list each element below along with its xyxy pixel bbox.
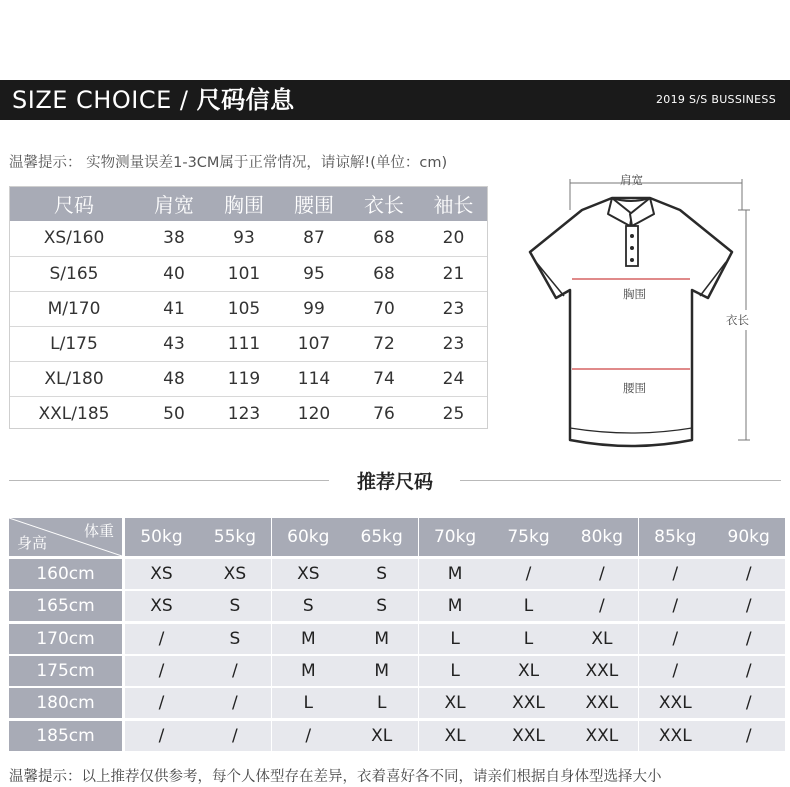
table-cell: 43 xyxy=(139,326,209,361)
table-cell: 21 xyxy=(419,256,488,291)
table-cell: 24 xyxy=(419,361,488,396)
table-cell: 76 xyxy=(373,403,395,424)
size-cell: S xyxy=(345,591,418,621)
size-cell: M xyxy=(272,624,345,654)
size-cell: L xyxy=(419,624,492,654)
diagonal-divider-icon xyxy=(9,518,122,556)
title-en: SIZE CHOICE / xyxy=(12,86,189,114)
size-cell: M xyxy=(419,591,492,621)
table-cell: XXL/185 xyxy=(38,403,110,424)
size-cell: L xyxy=(492,591,565,621)
table-row xyxy=(9,396,488,431)
table-cell: 95 xyxy=(279,256,349,291)
recommend-title: 推荐尺码 xyxy=(0,467,790,494)
header-bar xyxy=(0,80,790,120)
table-row xyxy=(9,326,488,361)
height-axis-label: 身高 xyxy=(17,534,48,552)
weight-header: 75kg xyxy=(492,518,565,556)
size-cell: S xyxy=(198,591,271,621)
weight-header: 50kg xyxy=(125,518,198,556)
table-cell: 101 xyxy=(209,256,279,291)
waist-label: 腰围 xyxy=(623,381,646,395)
table-cell: 72 xyxy=(349,326,419,361)
table-cell: S/165 xyxy=(9,256,139,291)
size-cell: XS xyxy=(125,559,198,589)
height-header: 180cm xyxy=(9,688,122,718)
size-cell: / xyxy=(198,656,271,686)
table-cell: 107 xyxy=(279,326,349,361)
size-cell: / xyxy=(125,688,198,718)
size-cell: XXL xyxy=(492,721,565,751)
table-row xyxy=(9,256,488,291)
shirt-measurement-diagram xyxy=(520,170,782,458)
size-cell: XL xyxy=(419,688,492,718)
table-cell: 87 xyxy=(279,221,349,256)
title-cn: 尺码信息 xyxy=(196,86,295,114)
size-cell: XL xyxy=(345,721,418,751)
size-cell: XL xyxy=(492,656,565,686)
size-table-header: 肩宽 xyxy=(139,186,209,221)
size-cell: XXL xyxy=(565,688,638,718)
size-table-header-row xyxy=(9,186,488,221)
height-header: 165cm xyxy=(9,591,122,621)
height-header: 170cm xyxy=(9,624,122,654)
table-cell: 41 xyxy=(139,291,209,326)
height-header: 160cm xyxy=(9,559,122,589)
size-table-header: 胸围 xyxy=(209,186,279,221)
weight-header: 80kg xyxy=(565,518,638,556)
size-table-header: 衣长 xyxy=(349,186,419,221)
table-cell: 123 xyxy=(227,403,261,424)
weight-header: 90kg xyxy=(712,518,785,556)
table-cell: 40 xyxy=(139,256,209,291)
size-cell: / xyxy=(712,688,785,718)
grid-corner-cell xyxy=(9,518,122,556)
size-cell: M xyxy=(419,559,492,589)
size-cell: / xyxy=(639,624,712,654)
table-cell: 68 xyxy=(349,221,419,256)
table-cell: 48 xyxy=(139,361,209,396)
table-cell: 70 xyxy=(349,291,419,326)
table-row xyxy=(9,291,488,326)
size-cell: L xyxy=(345,688,418,718)
size-cell: S xyxy=(272,591,345,621)
size-cell: / xyxy=(712,656,785,686)
size-cell: / xyxy=(198,688,271,718)
size-cell: / xyxy=(125,721,198,751)
table-cell: 111 xyxy=(209,326,279,361)
size-cell: / xyxy=(198,721,271,751)
table-cell: 20 xyxy=(419,221,488,256)
height-header: 185cm xyxy=(9,721,122,751)
size-table-header: 腰围 xyxy=(279,186,349,221)
size-cell: L xyxy=(419,656,492,686)
size-cell: M xyxy=(345,656,418,686)
size-cell: XXL xyxy=(492,688,565,718)
size-cell: M xyxy=(272,656,345,686)
table-cell: 74 xyxy=(349,361,419,396)
table-cell: 120 xyxy=(297,403,331,424)
table-cell: M/170 xyxy=(9,291,139,326)
table-cell: 119 xyxy=(209,361,279,396)
length-label: 衣长 xyxy=(726,310,749,330)
size-cell: XS xyxy=(272,559,345,589)
table-cell: 25 xyxy=(442,403,465,424)
shoulder-width-label: 肩宽 xyxy=(620,173,643,187)
table-cell: 93 xyxy=(209,221,279,256)
size-cell: XXL xyxy=(639,688,712,718)
table-cell: L/175 xyxy=(9,326,139,361)
size-cell: / xyxy=(125,624,198,654)
table-cell: 114 xyxy=(279,361,349,396)
size-cell: XL xyxy=(419,721,492,751)
size-cell: XS xyxy=(198,559,271,589)
size-cell: M xyxy=(345,624,418,654)
size-cell: / xyxy=(712,721,785,751)
size-cell: / xyxy=(639,559,712,589)
weight-header: 85kg xyxy=(639,518,712,556)
table-cell: 23 xyxy=(419,326,488,361)
table-cell: XS/160 xyxy=(9,221,139,256)
weight-header: 70kg xyxy=(419,518,492,556)
size-cell: / xyxy=(639,591,712,621)
size-cell: / xyxy=(272,721,345,751)
size-table-header: 尺码 xyxy=(9,186,139,221)
size-cell: XL xyxy=(565,624,638,654)
table-cell: 38 xyxy=(139,221,209,256)
size-cell: / xyxy=(565,559,638,589)
size-cell: XXL xyxy=(639,721,712,751)
page-title xyxy=(12,84,295,116)
table-cell: 105 xyxy=(209,291,279,326)
size-cell: / xyxy=(565,591,638,621)
table-cell: XL/180 xyxy=(9,361,139,396)
size-table xyxy=(9,186,488,431)
size-cell: XXL xyxy=(565,721,638,751)
size-cell: L xyxy=(492,624,565,654)
weight-header: 55kg xyxy=(198,518,271,556)
size-cell: / xyxy=(492,559,565,589)
weight-axis-label: 体重 xyxy=(83,522,114,540)
size-table-header: 袖长 xyxy=(419,186,488,221)
size-cell: / xyxy=(125,656,198,686)
recommend-size-grid xyxy=(9,518,780,750)
table-cell: 23 xyxy=(419,291,488,326)
table-row xyxy=(9,361,488,396)
recommend-tip: 温馨提示：以上推荐仅供参考，每个人体型存在差异，衣着喜好各不同，请亲们根据自身体型选择大小 xyxy=(9,769,662,785)
table-cell: 68 xyxy=(349,256,419,291)
size-cell: S xyxy=(345,559,418,589)
size-cell: / xyxy=(712,591,785,621)
season-label: 2019 S/S BUSSINESS xyxy=(655,93,776,106)
measurement-tip: 温馨提示： 实物测量误差1-3CM属于正常情况，请谅解!(单位：cm) xyxy=(9,155,448,171)
size-cell: XS xyxy=(125,591,198,621)
chest-label: 胸围 xyxy=(623,287,646,301)
size-cell: L xyxy=(272,688,345,718)
weight-header: 65kg xyxy=(345,518,418,556)
size-cell: / xyxy=(712,559,785,589)
size-cell: XXL xyxy=(565,656,638,686)
weight-header: 60kg xyxy=(272,518,345,556)
height-header: 175cm xyxy=(9,656,122,686)
size-cell: S xyxy=(198,624,271,654)
table-cell: 99 xyxy=(279,291,349,326)
table-cell: 50 xyxy=(163,403,185,424)
size-cell: / xyxy=(712,624,785,654)
size-cell: / xyxy=(639,656,712,686)
table-row xyxy=(9,221,488,256)
